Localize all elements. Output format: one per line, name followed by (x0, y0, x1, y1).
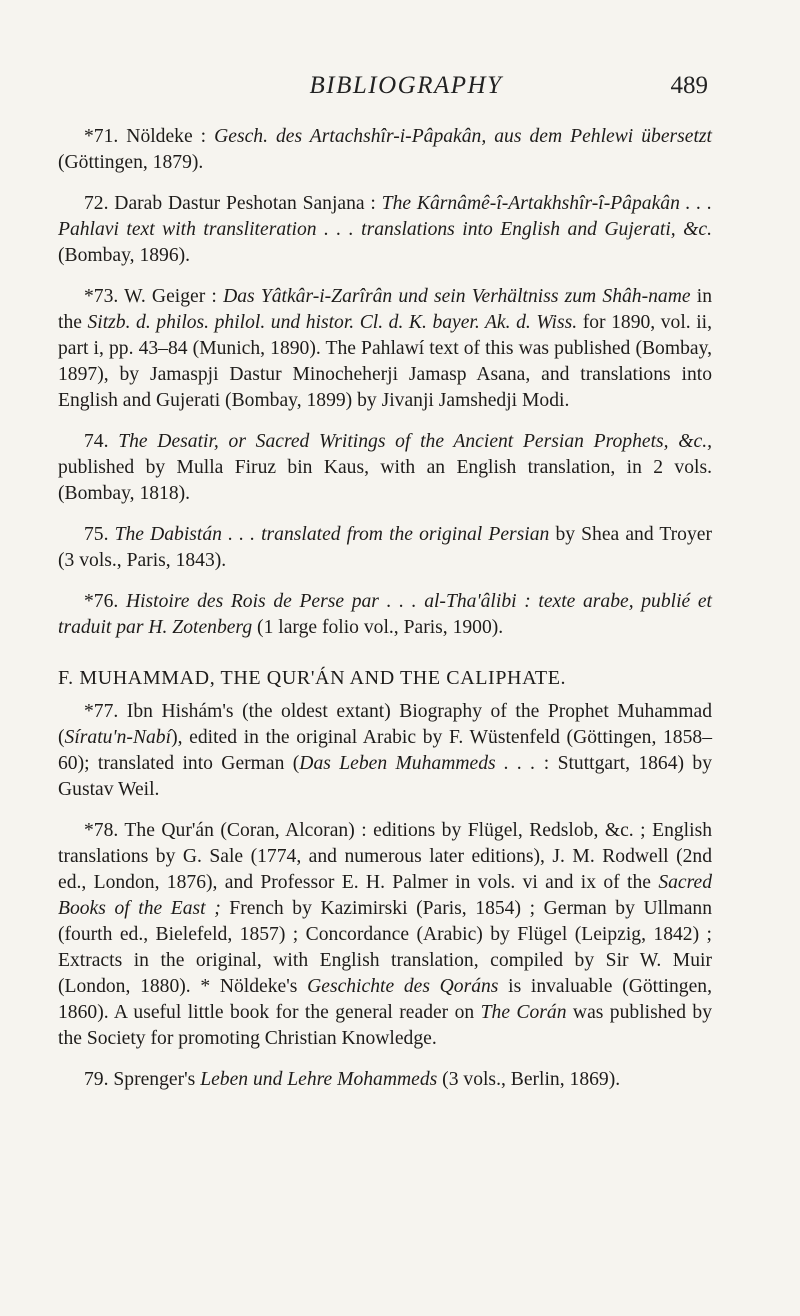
entries-after-section (58, 699, 712, 1093)
entry-title-italic: The Corán (480, 1002, 567, 1023)
entry-text: in the (58, 286, 712, 333)
bibliography-entry-78 (58, 818, 712, 1052)
bibliography-entry-74 (58, 429, 712, 507)
entry-text: was published by the Society for promoting Christian Knowledge. (58, 1002, 712, 1049)
entry-text: *78. The Qur'án (Coran, Alcoran) : editions by Flügel, Redslob, &c. ; English translations by G. Sale (1774, and numerous later editions), J. M. Rodwell (2nd ed., London, 1876), and Professor E. H. Palmer in vols. vi and ix of the (58, 820, 712, 893)
entry-text: *76. (84, 591, 126, 612)
entries-before-section (58, 124, 712, 641)
entry-title-italic: Das Yâtkâr-i-Zarîrân und sein Verhältniss zum Shâh-name (223, 286, 691, 307)
entry-text: 72. Darab Dastur Peshotan Sanjana : (84, 193, 382, 214)
page-number: 489 (670, 72, 708, 99)
entry-title-italic: The Kârnâmê-î-Artakhshîr-î-Pâpakân . . . Pahlavi text with transliteration . . . translations into English and Gujerati, &c. (58, 193, 712, 240)
entry-text: by Shea and Troyer (3 vols., Paris, 1843). (58, 524, 713, 571)
entry-text: (1 large folio vol., Paris, 1900). (252, 617, 504, 638)
entry-text: *71. Nöldeke : (84, 126, 215, 147)
bibliography-entry-79 (58, 1067, 712, 1093)
entry-title-italic: Gesch. des Artachshîr-i-Pâpakân, aus dem Pehlewi übersetzt (214, 126, 713, 147)
entry-text: French by Kazimirski (Paris, 1854) ; German by Ullmann (fourth ed., Bielefeld, 1857) ; Concordance (Arabic) by Flügel (Leipzig, 1842) ; Extracts in the original, with English translation, compiled by Sir W. Muir (London, 1880). * Nöldeke's (58, 898, 713, 997)
entry-text: 74. (84, 431, 119, 452)
entry-title-italic: Das Leben Muhammeds . . . (299, 753, 536, 774)
section-heading: F. MUHAMMAD, THE QUR'ÁN AND THE CALIPHATE. (58, 667, 567, 689)
bibliography-entry-76 (58, 589, 712, 641)
entry-text: is invaluable (Göttingen, 1860). A useful little book for the general reader on (58, 976, 712, 1023)
entry-title-italic: Sacred Books of the East ; (58, 872, 712, 919)
entry-text: *73. W. Geiger : (84, 286, 224, 307)
entry-title-italic: The Desatir, or Sacred Writings of the Ancient Persian Prophets, &c., (118, 431, 712, 452)
bibliography-entry-77 (58, 699, 712, 803)
entry-text: (Bombay, 1896). (58, 245, 191, 266)
entry-text: (Göttingen, 1879). (58, 152, 204, 173)
entry-title-italic: The Dabistán . . . translated from the original Persian (114, 524, 550, 545)
entry-title-italic: Histoire des Rois de Perse par . . . al-Tha'âlibi : texte arabe, publié et traduit par H. Zotenberg (58, 591, 712, 638)
entry-title-italic: Leben und Lehre Mohammeds (200, 1069, 438, 1090)
entry-text: 75. (84, 524, 115, 545)
bibliography-entry-72 (58, 191, 712, 269)
entry-text: ), edited in the original Arabic by F. Wüstenfeld (Göttingen, 1858–60); translated into German ( (58, 727, 712, 774)
bibliography-entry-73 (58, 284, 712, 414)
entry-title-italic: Sitzb. d. philos. philol. und histor. Cl. d. K. bayer. Ak. d. Wiss. (87, 312, 578, 333)
entry-text: published by Mulla Firuz bin Kaus, with an English translation, in 2 vols. (Bombay, 1818). (58, 457, 712, 504)
entry-text: *77. Ibn Hishám's (the oldest extant) Biography of the Prophet Muhammad ( (58, 701, 712, 748)
bibliography-body (58, 124, 712, 1108)
entry-text: : Stuttgart, 1864) by Gustav Weil. (58, 753, 712, 800)
entry-text: (3 vols., Berlin, 1869). (437, 1069, 621, 1090)
entry-text: 79. Sprenger's (84, 1069, 201, 1090)
entry-text: for 1890, vol. ii, part i, pp. 43–84 (Munich, 1890). The Pahlawí text of this was published (Bombay, 1897), by Jamaspji Dastur Minocheherji Jamasp Asana, and translations into English and Gujerati (Bombay, 1899) by Jivanji Jamshedji Modi. (58, 312, 712, 411)
bibliography-entry-71 (58, 124, 712, 176)
entry-title-italic: Síratu'n-Nabí (64, 727, 172, 748)
running-head (104, 70, 708, 110)
running-title: BIBLIOGRAPHY (309, 72, 503, 99)
entry-title-italic: Geschichte des Qoráns (307, 976, 499, 997)
bibliography-entry-75 (58, 522, 712, 574)
